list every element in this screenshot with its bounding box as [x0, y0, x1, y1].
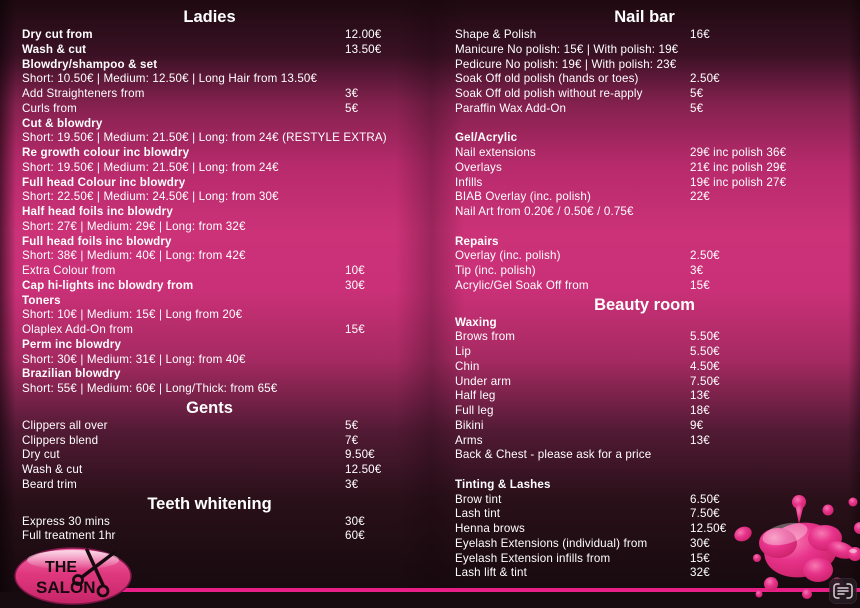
item-label: Soak Off old polish (hands or toes)	[455, 72, 639, 86]
item-label: Full leg	[455, 404, 494, 417]
item-label: Full head foils inc blowdry	[22, 234, 172, 248]
item-price: 2.50€	[690, 249, 720, 263]
menu-item-row	[455, 87, 850, 102]
item-label: Blowdry/shampoo & set	[22, 57, 158, 71]
item-price: 5€	[345, 418, 359, 432]
menu-item-row	[22, 146, 417, 161]
menu-item-row	[455, 43, 850, 58]
item-label: Repairs	[455, 234, 499, 248]
item-price: 5€	[345, 101, 359, 115]
item-price: 3€	[345, 87, 359, 100]
item-label: Clippers all over	[22, 418, 108, 432]
item-label: Clippers blend	[22, 433, 99, 447]
item-label: Tinting & Lashes	[455, 477, 551, 491]
item-price: 15€	[345, 323, 365, 336]
menu-item-row	[22, 72, 417, 87]
item-label: Short: 22.50€ | Medium: 24.50€ | Long: from 30€	[22, 190, 279, 204]
row-spacer	[455, 117, 850, 132]
item-label: Eyelash Extension infills from	[455, 551, 611, 565]
menu-item-row	[455, 205, 850, 220]
menu-item-row	[22, 529, 417, 544]
item-price: 22€	[690, 190, 710, 204]
item-label: Henna brows	[455, 522, 525, 535]
item-price: 5€	[690, 87, 704, 100]
item-price: 30€	[345, 278, 365, 292]
menu-item-row	[22, 478, 417, 493]
item-label: Short: 30€ | Medium: 31€ | Long: from 40€	[22, 352, 246, 366]
item-price: 5.50€	[690, 345, 720, 358]
item-label: Half head foils inc blowdry	[22, 205, 173, 218]
menu-item-row	[455, 419, 850, 434]
menu-item-row	[455, 316, 850, 331]
item-price: 15€	[690, 278, 710, 292]
item-price: 13€	[690, 433, 710, 447]
menu-item-row	[455, 176, 850, 191]
menu-item-row	[455, 28, 850, 43]
item-label: Waxing	[455, 315, 497, 329]
menu-item-row	[22, 294, 417, 309]
menu-item-row	[22, 434, 417, 449]
item-label: Dry cut from	[22, 28, 93, 41]
item-price: 6.50€	[690, 492, 720, 506]
scan-text-icon[interactable]	[829, 578, 857, 604]
item-label: Soak Off old polish without re-apply	[455, 87, 643, 100]
menu-item-row	[22, 448, 417, 463]
item-label: Brow tint	[455, 492, 502, 506]
menu-item-row	[22, 131, 417, 146]
item-label: Pedicure No polish: 19€ | With polish: 23€	[455, 57, 677, 71]
item-price: 30€	[345, 514, 365, 528]
item-price: 12.00€	[345, 28, 382, 41]
item-label: Wash & cut	[22, 42, 87, 56]
menu-item-row	[455, 404, 850, 419]
item-label: Under arm	[455, 374, 512, 388]
menu-item-row	[22, 367, 417, 382]
item-price: 30€	[690, 536, 710, 550]
item-label: Bikini	[455, 418, 484, 432]
menu-item-row	[455, 58, 850, 73]
item-price: 10€	[345, 264, 365, 277]
section-title: Nail bar	[614, 8, 675, 26]
menu-item-row	[455, 360, 850, 375]
item-label: Nail extensions	[455, 146, 536, 159]
item-label: Short: 38€ | Medium: 40€ | Long: from 42€	[22, 249, 246, 263]
menu-item-row	[455, 434, 850, 449]
item-label: Beard trim	[22, 477, 77, 491]
item-label: Gel/Acrylic	[455, 131, 518, 145]
item-label: Nail Art from 0.20€ / 0.50€ / 0.75€	[455, 205, 634, 218]
item-price: 9€	[690, 418, 704, 432]
menu-item-row	[22, 463, 417, 478]
item-price: 5.50€	[690, 330, 720, 344]
item-label: Dry cut	[22, 448, 60, 462]
item-label: Short: 10.50€ | Medium: 12.50€ | Long Hair from 13.50€	[22, 72, 318, 86]
menu-item-row	[455, 448, 850, 463]
menu-item-row	[455, 235, 850, 250]
item-price: 7.50€	[690, 374, 720, 388]
menu-item-row	[22, 279, 417, 294]
item-label: Paraffin Wax Add-On	[455, 101, 567, 115]
item-price: 29€ inc polish 36€	[690, 146, 787, 159]
left-column	[22, 6, 417, 544]
menu-item-row	[455, 146, 850, 161]
item-price: 60€	[345, 529, 365, 543]
item-label: Tip (inc. polish)	[455, 264, 536, 277]
item-label: Short: 55€ | Medium: 60€ | Long/Thick: from 65€	[22, 382, 278, 395]
menu-item-row	[22, 102, 417, 117]
item-price: 7.50€	[690, 507, 720, 521]
item-label: Cut & blowdry	[22, 116, 103, 130]
item-price: 3€	[690, 264, 704, 277]
item-price: 5€	[690, 101, 704, 115]
item-label: Short: 10€ | Medium: 15€ | Long from 20€	[22, 308, 243, 322]
menu-item-row	[22, 515, 417, 530]
item-label: Short: 19.50€ | Medium: 21.50€ | Long: from 24€ (RESTYLE EXTRA)	[22, 131, 387, 145]
item-label: Wash & cut	[22, 463, 83, 476]
item-price: 18€	[690, 404, 710, 417]
menu-item-row	[455, 389, 850, 404]
menu-item-row	[22, 190, 417, 205]
item-label: Re growth colour inc blowdry	[22, 146, 190, 159]
item-label: Acrylic/Gel Soak Off from	[455, 278, 589, 292]
menu-item-row	[22, 43, 417, 58]
item-label: Lash lift & tint	[455, 566, 527, 580]
item-price: 9.50€	[345, 448, 375, 462]
item-label: Full head Colour inc blowdry	[22, 175, 186, 189]
item-label: Cap hi-lights inc blowdry from	[22, 278, 194, 292]
item-label: Brazilian blowdry	[22, 367, 121, 381]
item-label: Arms	[455, 433, 483, 447]
menu-item-row	[22, 205, 417, 220]
menu-item-row	[22, 249, 417, 264]
item-price: 12.50€	[690, 522, 727, 535]
item-price: 13.50€	[345, 42, 382, 56]
item-label: Toners	[22, 293, 61, 307]
menu-item-row	[455, 264, 850, 279]
menu-item-row	[455, 345, 850, 360]
item-price: 3€	[345, 477, 359, 491]
section-title: Ladies	[183, 8, 236, 26]
menu-item-row	[455, 190, 850, 205]
item-label: Half leg	[455, 389, 496, 403]
menu-item-row	[22, 338, 417, 353]
item-price: 13€	[690, 389, 710, 403]
item-label: Lip	[455, 345, 471, 358]
logo-text-the: THE	[45, 559, 77, 576]
item-label: Short: 19.50€ | Medium: 21.50€ | Long: from 24€	[22, 160, 279, 174]
item-price: 4.50€	[690, 359, 720, 373]
item-price: 15€	[690, 551, 710, 565]
menu-item-row	[22, 220, 417, 235]
row-spacer	[455, 463, 850, 478]
menu-item-row	[22, 117, 417, 132]
menu-item-row	[22, 161, 417, 176]
section-title: Teeth whitening	[147, 494, 272, 513]
item-label: Add Straighteners from	[22, 87, 145, 100]
item-label: Short: 27€ | Medium: 29€ | Long: from 32€	[22, 219, 246, 233]
item-price: 16€	[690, 28, 710, 41]
menu-item-row	[455, 249, 850, 264]
menu-item-row	[22, 419, 417, 434]
item-label: Brows from	[455, 330, 516, 344]
item-label: Perm inc blowdry	[22, 337, 122, 351]
section-title: Beauty room	[594, 295, 695, 314]
item-price: 32€	[690, 566, 710, 580]
item-label: Overlay (inc. polish)	[455, 249, 561, 263]
row-spacer	[455, 220, 850, 235]
item-price: 21€ inc polish 29€	[690, 160, 787, 174]
item-label: Overlays	[455, 160, 502, 174]
menu-item-row	[455, 72, 850, 87]
item-price: 12.50€	[345, 463, 382, 476]
menu-item-row	[22, 28, 417, 43]
item-price: 7€	[345, 433, 359, 447]
item-label: Extra Colour from	[22, 264, 116, 277]
menu-item-row	[22, 382, 417, 397]
menu-item-row	[455, 131, 850, 146]
item-label: Chin	[455, 359, 480, 373]
item-price: 19€ inc polish 27€	[690, 175, 787, 189]
item-label: Lash tint	[455, 507, 501, 521]
item-label: Infills	[455, 175, 483, 189]
menu-item-row	[22, 58, 417, 73]
logo-text-salon: SALON	[36, 578, 96, 597]
menu-item-row	[455, 375, 850, 390]
item-label: Shape & Polish	[455, 28, 537, 41]
item-label: Full treatment 1hr	[22, 529, 116, 543]
section-title: Gents	[186, 398, 233, 417]
item-label: Back & Chest - please ask for a price	[455, 448, 652, 462]
item-label: BIAB Overlay (inc. polish)	[455, 190, 591, 204]
menu-item-row	[455, 161, 850, 176]
menu-item-row	[22, 87, 417, 102]
salon-logo	[12, 545, 136, 607]
menu-item-row	[22, 235, 417, 250]
item-label: Olaplex Add-On from	[22, 323, 134, 336]
menu-item-row	[22, 308, 417, 323]
menu-item-row	[455, 102, 850, 117]
menu-item-row	[22, 353, 417, 368]
item-price: 2.50€	[690, 72, 720, 86]
menu-item-row	[455, 279, 850, 294]
menu-item-row	[22, 176, 417, 191]
item-label: Curls from	[22, 101, 77, 115]
item-label: Eyelash Extensions (individual) from	[455, 536, 648, 550]
menu-item-row	[22, 264, 417, 279]
menu-item-row	[22, 323, 417, 338]
item-label: Manicure No polish: 15€ | With polish: 19€	[455, 42, 679, 56]
menu-item-row	[455, 330, 850, 345]
item-label: Express 30 mins	[22, 514, 110, 528]
